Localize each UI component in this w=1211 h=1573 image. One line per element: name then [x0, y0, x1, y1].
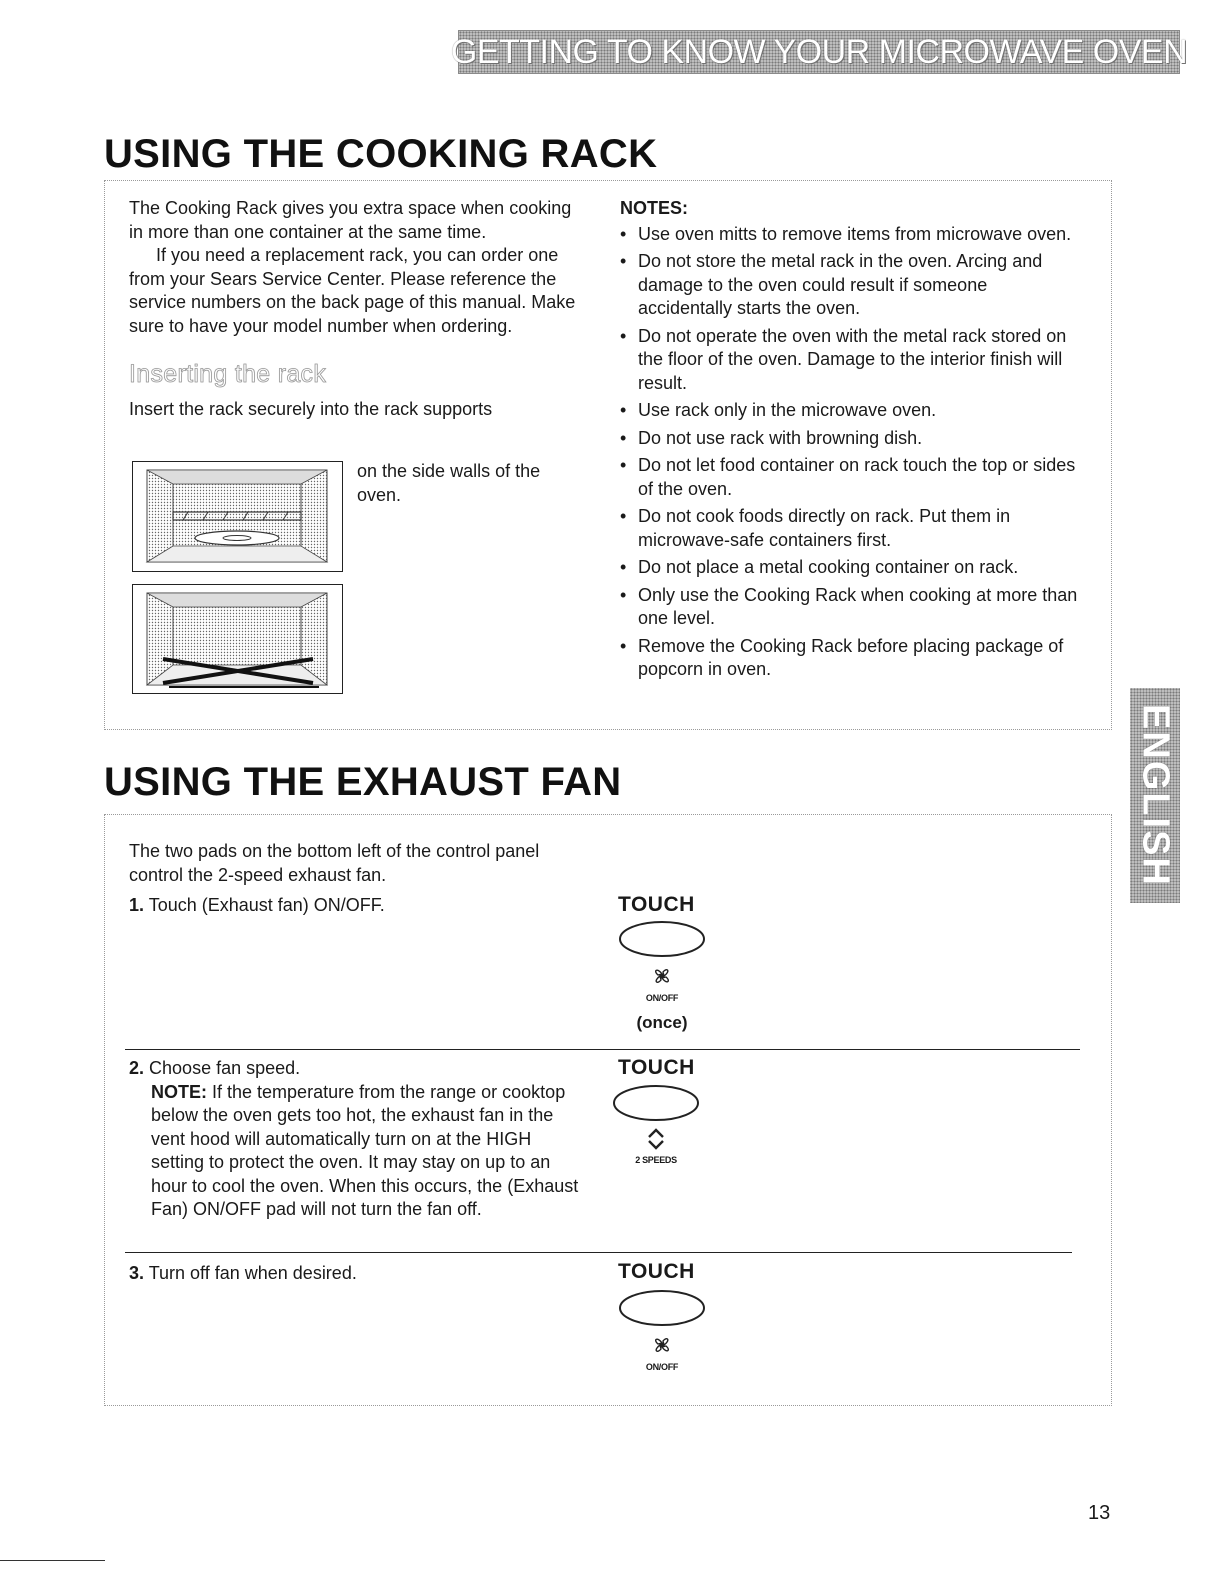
step-1-touch: [618, 893, 738, 917]
note-item: • Do not place a metal cooking container on rack.: [620, 556, 1080, 580]
side-tab-text: ENGLISH: [1134, 704, 1177, 887]
step-2-touch: [618, 1056, 695, 1080]
step-number: 2.: [129, 1058, 145, 1078]
fan-on-off-pad-1[interactable]: [614, 920, 710, 1033]
notes-title: NOTES:: [620, 198, 689, 218]
step-text: Touch (Exhaust fan) ON/OFF.: [148, 895, 385, 915]
step-note: If the temperature from the range or cooktop below the oven gets too hot, the exhaust fan in the vent hood will automatically turn on at the HIGH setting to protect the oven. It may stay on up to an hour to cool the oven. When this occurs, the (Exhaust Fan) ON/OFF pad will not turn the fan off.: [151, 1081, 579, 1219]
touch-label: TOUCH: [618, 1056, 695, 1079]
step-number: 1.: [129, 895, 145, 915]
step-text: Turn off fan when desired.: [148, 1263, 357, 1283]
banner-text: GETTING TO KNOW YOUR MICROWAVE OVEN: [450, 32, 1188, 71]
note-item: • Only use the Cooking Rack when cooking at more than one level.: [620, 584, 1080, 631]
inserting-rack-subheading: Inserting the rack: [129, 360, 327, 388]
note-item: • Do not use rack with browning dish.: [620, 427, 1080, 451]
note-item: • Do not let food container on rack touch the top or sides of the oven.: [620, 454, 1080, 501]
notes-list: [620, 223, 1080, 682]
note-label: NOTE:: [151, 1081, 207, 1102]
step-3-touch: [618, 1260, 695, 1284]
page-number: 13: [1088, 1502, 1111, 1524]
touch-label: TOUCH: [618, 1260, 695, 1283]
note-item: • Use oven mitts to remove items from microwave oven.: [620, 223, 1080, 247]
language-side-tab: [1130, 688, 1180, 903]
rack-left-column: [129, 197, 579, 422]
step-1: [129, 894, 569, 918]
rack-intro: The Cooking Rack gives you extra space when cooking in more than one container at the same time.: [129, 198, 572, 242]
fan-section-title: USING THE EXHAUST FAN: [104, 760, 622, 804]
pad-oval: [608, 1084, 704, 1122]
pad-caption: ON/OFF: [645, 993, 679, 1003]
insert-rack-text-line1: Insert the rack securely into the rack supports: [129, 399, 493, 419]
rack-upper-position-illustration: [132, 461, 343, 572]
once-label: (once): [636, 1013, 688, 1032]
section-banner: [450, 30, 1188, 74]
touch-label: TOUCH: [618, 893, 695, 916]
step-2: [129, 1057, 579, 1222]
note-item: • Do not store the metal rack in the oven. Arcing and damage to the oven could result if someone accidentally starts the oven.: [620, 250, 1080, 321]
rack-replacement-text: If you need a replacement rack, you can order one from your Sears Service Center. Please reference the service numbers on the back page of this manual. Make sure to have your model number when ordering.: [129, 245, 576, 336]
step-text: Choose fan speed.: [149, 1058, 301, 1078]
pad-caption: 2 SPEEDS: [635, 1155, 677, 1165]
insert-rack-text-rest: on the side walls of the oven.: [357, 461, 541, 505]
up-down-arrow-icon: [647, 1127, 665, 1151]
note-item: • Use rack only in the microwave oven.: [620, 399, 1080, 423]
step-divider: [125, 1252, 1072, 1253]
pad-caption: ON/OFF: [645, 1362, 679, 1372]
fan-icon: [651, 1334, 673, 1356]
rack-notes-column: [620, 197, 1080, 686]
step-number: 3.: [129, 1263, 145, 1283]
fan-intro: The two pads on the bottom left of the control panel control the 2-speed exhaust fan.: [129, 841, 540, 885]
step-3: [129, 1262, 569, 1286]
rack-section-title: USING THE COOKING RACK: [104, 132, 658, 176]
note-item: • Do not cook foods directly on rack. Put them in microwave-safe containers first.: [620, 505, 1080, 552]
fan-speed-pad[interactable]: [608, 1084, 704, 1165]
fan-icon: [651, 965, 673, 987]
step-divider: [125, 1049, 1080, 1050]
pad-oval: [614, 920, 710, 958]
bottom-edge-line: [0, 1560, 105, 1561]
pad-oval: [614, 1289, 710, 1327]
note-item: • Remove the Cooking Rack before placing package of popcorn in oven.: [620, 635, 1080, 682]
rack-lower-position-illustration: [132, 584, 343, 694]
fan-on-off-pad-2[interactable]: [614, 1289, 710, 1372]
note-item: • Do not operate the oven with the metal rack stored on the floor of the oven. Damage to the interior finish will result.: [620, 325, 1080, 396]
